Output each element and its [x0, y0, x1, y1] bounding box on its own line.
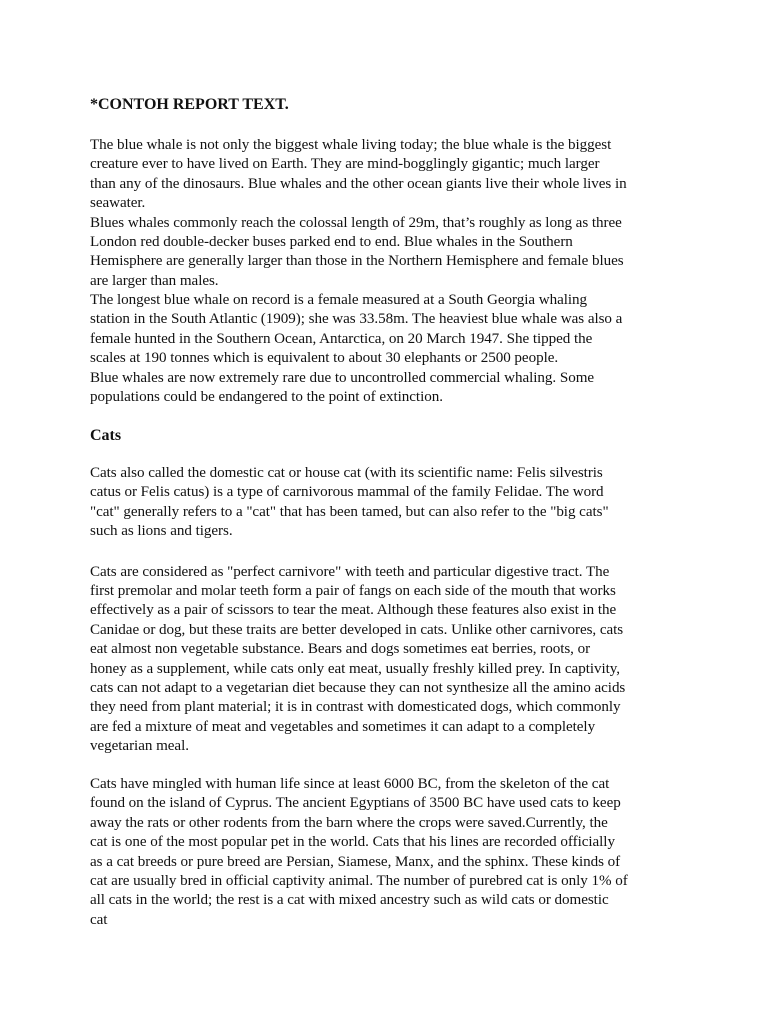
text-line: vegetarian meal.: [90, 738, 189, 755]
text-line: The blue whale is not only the biggest whale living today; the blue whale is the biggest: [90, 137, 612, 153]
paragraph-cats-definition: [90, 464, 684, 542]
text-line: cat is one of the most popular pet in the world. Cats that his lines are recorded officially: [90, 834, 615, 851]
text-line: Cats are considered as "perfect carnivore" with teeth and particular digestive tract. The: [90, 563, 610, 580]
text-line: Cats have mingled with human life since at least 6000 BC, from the skeleton of the cat: [90, 776, 610, 792]
paragraph-blue-whale-rarity: [90, 369, 684, 408]
text-line: as a cat breeds or pure breed are Persian, Siamese, Manx, and the sphinx. These kinds of: [90, 853, 621, 870]
text-line: The longest blue whale on record is a female measured at a South Georgia whaling: [90, 292, 588, 308]
paragraph-blue-whale-intro: [90, 136, 684, 214]
text-line: catus or Felis catus) is a type of carnivorous mammal of the family Felidae. The word: [90, 484, 604, 501]
text-line: scales at 190 tonnes which is equivalent to about 30 elephants or 2500 people.: [90, 350, 559, 367]
text-line: cat are usually bred in official captivity animal. The number of purebred cat is only 1% of: [90, 873, 628, 890]
text-line: first premolar and molar teeth form a pair of fangs on each side of the mouth that works: [90, 582, 616, 599]
report-heading: *CONTOH REPORT TEXT.: [90, 96, 289, 113]
text-line: Blues whales commonly reach the colossal length of 29m, that’s roughly as long as three: [90, 214, 622, 231]
text-line: Cats also called the domestic cat or house cat (with its scientific name: Felis silvestris: [90, 465, 603, 481]
text-line: creature ever to have lived on Earth. They are mind-bogglingly gigantic; much larger: [90, 156, 600, 173]
text-line: populations could be endangered to the point of extinction.: [90, 388, 443, 405]
paragraph-cats-history: [90, 775, 684, 930]
text-line: cat: [90, 911, 108, 928]
paragraph-blue-whale-size: [90, 214, 684, 292]
text-line: away the rats or other rodents from the barn where the crops were saved.Currently, the: [90, 814, 608, 831]
text-line: station in the South Atlantic (1909); she was 33.58m. The heaviest blue whale was also a: [90, 311, 623, 328]
text-line: Canidae or dog, but these traits are better developed in cats. Unlike other carnivores, cats: [90, 621, 624, 638]
text-line: cats can not adapt to a vegetarian diet because they can not synthesize all the amino acids: [90, 679, 626, 696]
cats-heading: Cats: [90, 427, 122, 444]
text-line: found on the island of Cyprus. The ancient Egyptians of 3500 BC have used cats to keep: [90, 795, 621, 812]
text-line: all cats in the world; the rest is a cat with mixed ancestry such as wild cats or domestic: [90, 892, 609, 909]
text-line: London red double-decker buses parked end to end. Blue whales in the Southern: [90, 233, 573, 250]
text-line: seawater.: [90, 195, 146, 212]
text-line: effectively as a pair of scissors to tear the meat. Although these features also exist in the: [90, 602, 617, 619]
text-line: are fed a mixture of meat and vegetables and sometimes it can adapt to a completely: [90, 718, 596, 735]
paragraph-blue-whale-record: [90, 291, 684, 369]
text-line: such as lions and tigers.: [90, 523, 233, 540]
text-line: they need from plant material; it is in contrast with domesticated dogs, which commonly: [90, 699, 621, 716]
text-line: honey as a supplement, while cats only eat meat, usually freshly killed prey. In captivity,: [90, 660, 621, 677]
text-line: eat almost non vegetable substance. Bears and dogs sometimes eat berries, roots, or: [90, 641, 591, 658]
text-line: Blue whales are now extremely rare due to uncontrolled commercial whaling. Some: [90, 369, 595, 386]
text-line: are larger than males.: [90, 272, 219, 289]
paragraph-cats-carnivore: [90, 563, 684, 757]
text-line: "cat" generally refers to a "cat" that has been tamed, but can also refer to the "big cats": [90, 503, 609, 520]
text-line: Hemisphere are generally larger than those in the Northern Hemisphere and female blues: [90, 253, 624, 270]
text-line: female hunted in the Southern Ocean, Antarctica, on 20 March 1947. She tipped the: [90, 330, 593, 347]
text-line: than any of the dinosaurs. Blue whales and the other ocean giants live their whole lives in: [90, 175, 627, 192]
